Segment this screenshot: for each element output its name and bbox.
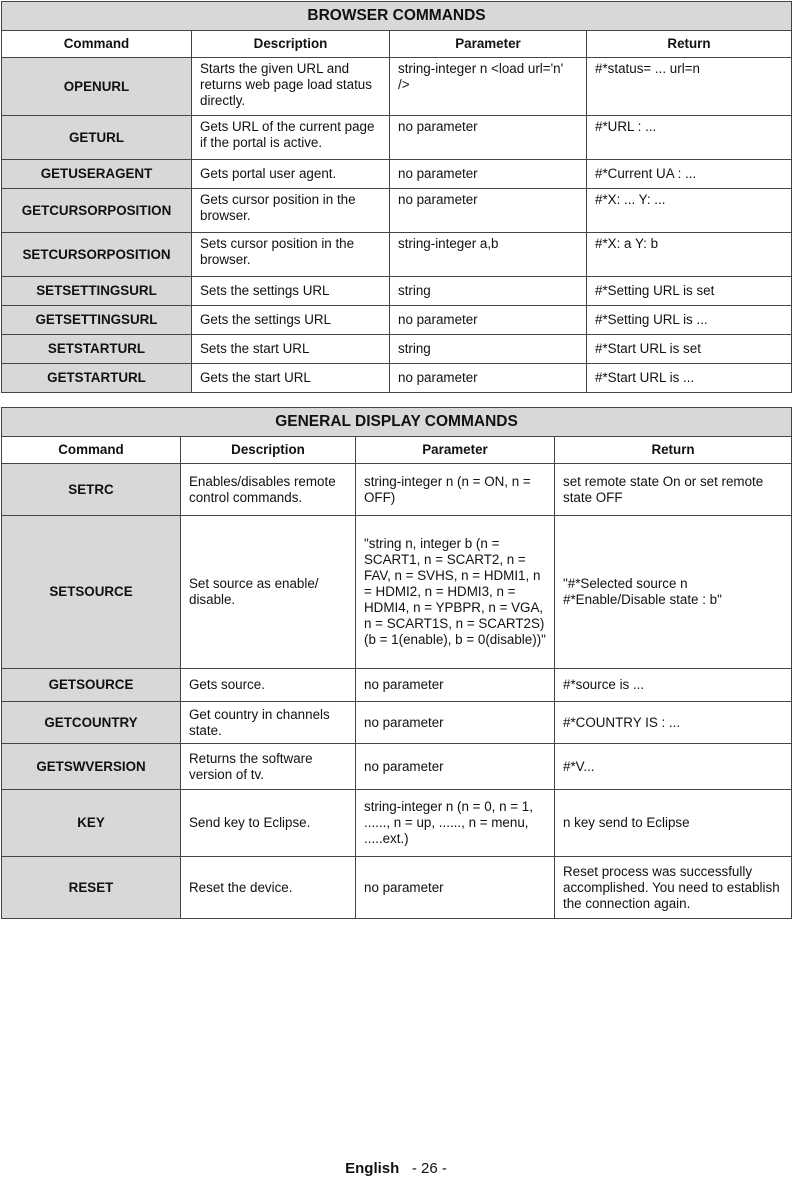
parameter-cell: string-integer n (n = ON, n = OFF) (356, 464, 555, 516)
parameter-cell: string (390, 277, 587, 306)
command-cell: OPENURL (2, 58, 192, 116)
table-row (2, 744, 792, 790)
table-row (2, 58, 792, 116)
command-cell: GETURL (2, 116, 192, 160)
return-cell: #*URL : ... (587, 116, 792, 160)
command-cell: GETCOUNTRY (2, 702, 181, 744)
description-cell: Get country in channels state. (181, 702, 356, 744)
column-header: Command (2, 437, 181, 464)
parameter-cell: string-integer n (n = 0, n = 1, ......, n = up, ......, n = menu, .....ext.) (356, 790, 555, 857)
table-title: GENERAL DISPLAY COMMANDS (2, 408, 792, 437)
description-cell: Gets the settings URL (192, 306, 390, 335)
parameter-cell: no parameter (356, 744, 555, 790)
table-row (2, 857, 792, 919)
column-header: Return (587, 31, 792, 58)
table-row (2, 516, 792, 669)
return-cell: #*X: a Y: b (587, 233, 792, 277)
return-cell: #*Setting URL is ... (587, 306, 792, 335)
return-cell: Reset process was successfully accomplished. You need to establish the connection again. (555, 857, 792, 919)
parameter-cell: no parameter (356, 702, 555, 744)
return-cell: #*status= ... url=n (587, 58, 792, 116)
description-cell: Gets portal user agent. (192, 160, 390, 189)
return-cell: #*source is ... (555, 669, 792, 702)
parameter-cell: string-integer n <load url='n' /> (390, 58, 587, 116)
parameter-cell: no parameter (390, 189, 587, 233)
table-row (2, 464, 792, 516)
description-cell: Reset the device. (181, 857, 356, 919)
command-cell: RESET (2, 857, 181, 919)
table-row (2, 233, 792, 277)
command-cell: SETSETTINGSURL (2, 277, 192, 306)
command-cell: GETCURSORPOSITION (2, 189, 192, 233)
page-footer (0, 1160, 792, 1177)
return-cell: set remote state On or set remote state OFF (555, 464, 792, 516)
return-cell: "#*Selected source n #*Enable/Disable state : b" (555, 516, 792, 669)
description-cell: Gets the start URL (192, 364, 390, 393)
return-cell: n key send to Eclipse (555, 790, 792, 857)
parameter-cell: no parameter (390, 116, 587, 160)
column-header: Return (555, 437, 792, 464)
table-row (2, 669, 792, 702)
column-header: Parameter (390, 31, 587, 58)
table-row (2, 702, 792, 744)
description-cell: Sets cursor position in the browser. (192, 233, 390, 277)
return-cell: #*Start URL is ... (587, 364, 792, 393)
command-cell: SETCURSORPOSITION (2, 233, 192, 277)
description-cell: Gets URL of the current page if the portal is active. (192, 116, 390, 160)
return-cell: #*COUNTRY IS : ... (555, 702, 792, 744)
command-cell: GETSETTINGSURL (2, 306, 192, 335)
parameter-cell: string (390, 335, 587, 364)
command-cell: SETRC (2, 464, 181, 516)
command-cell: GETSTARTURL (2, 364, 192, 393)
description-cell: Gets source. (181, 669, 356, 702)
parameter-cell: no parameter (390, 364, 587, 393)
command-cell: GETSWVERSION (2, 744, 181, 790)
footer-language: English (345, 1160, 400, 1177)
page-number: - 26 - (411, 1160, 447, 1177)
return-cell: #*V... (555, 744, 792, 790)
command-cell: GETUSERAGENT (2, 160, 192, 189)
column-header: Description (181, 437, 356, 464)
parameter-cell: string-integer a,b (390, 233, 587, 277)
description-cell: Set source as enable/ disable. (181, 516, 356, 669)
command-cell: SETSTARTURL (2, 335, 192, 364)
description-cell: Returns the software version of tv. (181, 744, 356, 790)
parameter-cell: no parameter (390, 160, 587, 189)
return-cell: #*Start URL is set (587, 335, 792, 364)
column-header: Parameter (356, 437, 555, 464)
table-row (2, 116, 792, 160)
parameter-cell: "string n, integer b (n = SCART1, n = SCART2, n = FAV, n = SVHS, n = HDMI1, n = HDMI2, n = HDMI3, n = HDMI4, n = YPBPR, n = VGA, n = SCART1S, n = SCART2S) (b = 1(enable), b = 0(disable))" (356, 516, 555, 669)
browser-commands-table (1, 1, 792, 393)
table-row (2, 189, 792, 233)
parameter-cell: no parameter (356, 669, 555, 702)
table-row (2, 364, 792, 393)
return-cell: #*X: ... Y: ... (587, 189, 792, 233)
return-cell: #*Current UA : ... (587, 160, 792, 189)
column-header: Command (2, 31, 192, 58)
command-cell: KEY (2, 790, 181, 857)
table-row (2, 335, 792, 364)
command-cell: SETSOURCE (2, 516, 181, 669)
parameter-cell: no parameter (356, 857, 555, 919)
description-cell: Starts the given URL and returns web page load status directly. (192, 58, 390, 116)
parameter-cell: no parameter (390, 306, 587, 335)
table-row (2, 277, 792, 306)
description-cell: Sets the settings URL (192, 277, 390, 306)
command-cell: GETSOURCE (2, 669, 181, 702)
return-cell: #*Setting URL is set (587, 277, 792, 306)
description-cell: Sets the start URL (192, 335, 390, 364)
column-header: Description (192, 31, 390, 58)
table-row (2, 790, 792, 857)
table-row (2, 306, 792, 335)
table-title: BROWSER COMMANDS (2, 2, 792, 31)
description-cell: Send key to Eclipse. (181, 790, 356, 857)
general-display-commands-table (1, 407, 792, 919)
description-cell: Gets cursor position in the browser. (192, 189, 390, 233)
description-cell: Enables/disables remote control commands. (181, 464, 356, 516)
table-row (2, 160, 792, 189)
